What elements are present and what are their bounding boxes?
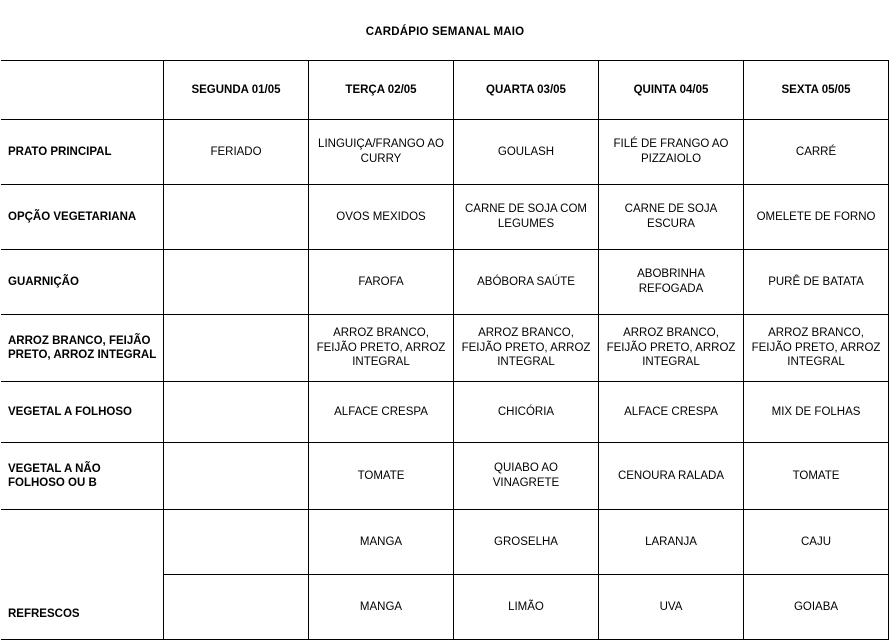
column-header-sexta: SEXTA 05/05: [744, 61, 889, 120]
cell-guarnicao-terca: FAROFA: [309, 250, 454, 315]
row-label-arroz-feijao: ARROZ BRANCO, FEIJÃO PRETO, ARROZ INTEGRAL: [2, 315, 164, 382]
cell-refresco1-quinta: LARANJA: [599, 510, 744, 575]
column-header-quinta: QUINTA 04/05: [599, 61, 744, 120]
cell-opcao-vegetariana-sexta: OMELETE DE FORNO: [744, 185, 889, 250]
cell-vegetal-nao-folhoso-quarta: QUIABO AO VINAGRETE: [454, 443, 599, 510]
row-label-vegetal-nao-folhoso: VEGETAL A NÃO FOLHOSO OU B: [2, 443, 164, 510]
table-row: [2, 443, 889, 510]
row-label-vegetal-a-folhoso: VEGETAL A FOLHOSO: [2, 382, 164, 443]
cell-vegetal-folhoso-quinta: ALFACE CRESPA: [599, 382, 744, 443]
cell-vegetal-nao-folhoso-terca: TOMATE: [309, 443, 454, 510]
cell-opcao-vegetariana-terca: OVOS MEXIDOS: [309, 185, 454, 250]
cell-vegetal-nao-folhoso-segunda: [164, 443, 309, 510]
table-row: [2, 510, 889, 575]
cell-refresco1-segunda: [164, 510, 309, 575]
row-label-prato-principal: PRATO PRINCIPAL: [2, 120, 164, 185]
column-header-quarta: QUARTA 03/05: [454, 61, 599, 120]
cell-prato-principal-segunda: FERIADO: [164, 120, 309, 185]
weekly-menu-table: [1, 3, 889, 640]
cell-refresco2-quarta: LIMÃO: [454, 575, 599, 640]
column-header-terca: TERÇA 02/05: [309, 61, 454, 120]
cell-prato-principal-quarta: GOULASH: [454, 120, 599, 185]
cell-vegetal-folhoso-sexta: MIX DE FOLHAS: [744, 382, 889, 443]
row-label-refrescos: REFRESCOS: [2, 510, 164, 640]
cell-opcao-vegetariana-quarta: CARNE DE SOJA COM LEGUMES: [454, 185, 599, 250]
row-label-guarnicao: GUARNIÇÃO: [2, 250, 164, 315]
cell-refresco2-segunda: [164, 575, 309, 640]
table-row: [2, 382, 889, 443]
table-corner-cell: [2, 61, 164, 120]
table-row: [2, 250, 889, 315]
cell-vegetal-nao-folhoso-sexta: TOMATE: [744, 443, 889, 510]
cell-prato-principal-terca: LINGUIÇA/FRANGO AO CURRY: [309, 120, 454, 185]
page-title: CARDÁPIO SEMANAL MAIO: [2, 4, 889, 61]
cell-refresco1-quarta: GROSELHA: [454, 510, 599, 575]
table-row: [2, 185, 889, 250]
cell-prato-principal-sexta: CARRÉ: [744, 120, 889, 185]
cell-vegetal-folhoso-quarta: CHICÓRIA: [454, 382, 599, 443]
cell-prato-principal-quinta: FILÉ DE FRANGO AO PIZZAIOLO: [599, 120, 744, 185]
table-row: [2, 315, 889, 382]
title-row: [2, 4, 889, 61]
cell-guarnicao-segunda: [164, 250, 309, 315]
cell-arroz-feijao-terca: ARROZ BRANCO, FEIJÃO PRETO, ARROZ INTEGRAL: [309, 315, 454, 382]
cell-guarnicao-quarta: ABÓBORA SAÚTE: [454, 250, 599, 315]
cell-refresco2-sexta: GOIABA: [744, 575, 889, 640]
cell-guarnicao-quinta: ABOBRINHA REFOGADA: [599, 250, 744, 315]
cell-opcao-vegetariana-quinta: CARNE DE SOJA ESCURA: [599, 185, 744, 250]
header-row: [2, 61, 889, 120]
cell-arroz-feijao-segunda: [164, 315, 309, 382]
cell-vegetal-nao-folhoso-quinta: CENOURA RALADA: [599, 443, 744, 510]
cell-refresco1-sexta: CAJU: [744, 510, 889, 575]
cell-refresco1-terca: MANGA: [309, 510, 454, 575]
cell-vegetal-folhoso-segunda: [164, 382, 309, 443]
cell-vegetal-folhoso-terca: ALFACE CRESPA: [309, 382, 454, 443]
table-row: [2, 120, 889, 185]
cell-opcao-vegetariana-segunda: [164, 185, 309, 250]
cell-guarnicao-sexta: PURÊ DE BATATA: [744, 250, 889, 315]
cell-refresco2-quinta: UVA: [599, 575, 744, 640]
cell-refresco2-terca: MANGA: [309, 575, 454, 640]
cell-arroz-feijao-sexta: ARROZ BRANCO, FEIJÃO PRETO, ARROZ INTEGRAL: [744, 315, 889, 382]
row-label-opcao-vegetariana: OPÇÃO VEGETARIANA: [2, 185, 164, 250]
cell-arroz-feijao-quinta: ARROZ BRANCO, FEIJÃO PRETO, ARROZ INTEGRAL: [599, 315, 744, 382]
cell-arroz-feijao-quarta: ARROZ BRANCO, FEIJÃO PRETO, ARROZ INTEGRAL: [454, 315, 599, 382]
column-header-segunda: SEGUNDA 01/05: [164, 61, 309, 120]
